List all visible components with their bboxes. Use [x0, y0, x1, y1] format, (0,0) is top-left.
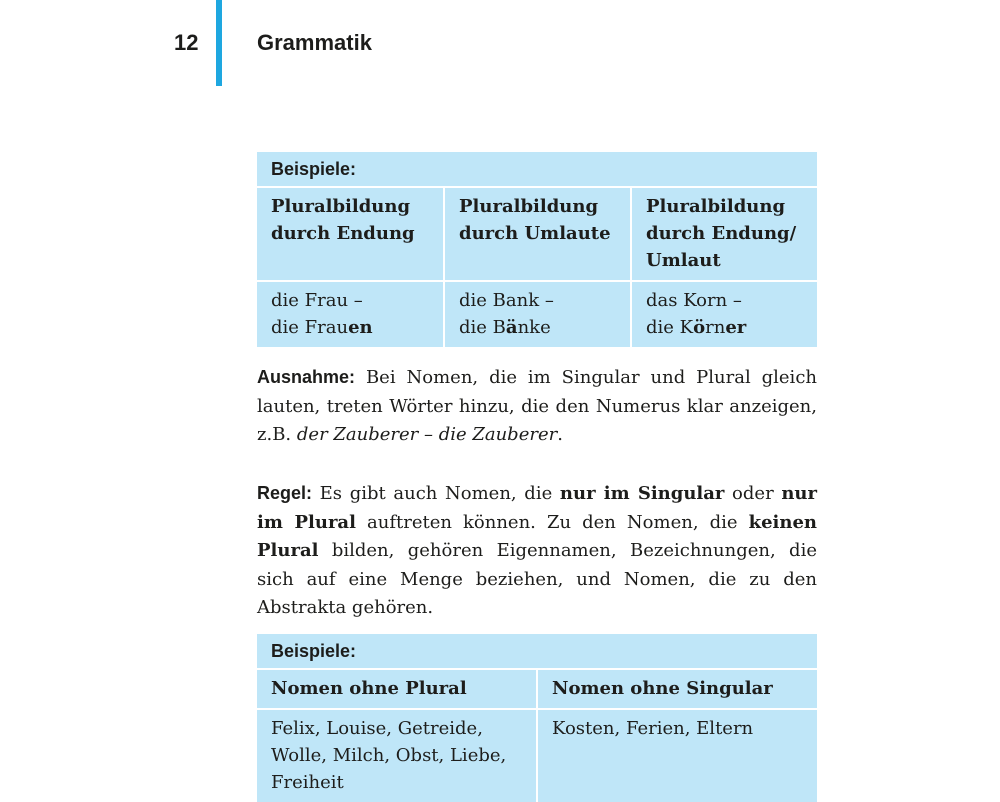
chapter-accent-bar	[216, 0, 222, 86]
singular-form: das Korn –	[646, 290, 742, 311]
table-row	[257, 281, 817, 347]
table-header-row	[257, 188, 817, 281]
plural-form: die Körner	[646, 317, 747, 338]
singular-form: die Bank –	[459, 290, 554, 311]
singular-plural-examples-box	[257, 633, 817, 802]
column-header: Nomen ohne Singular	[537, 670, 817, 709]
chapter-title: Grammatik	[257, 30, 372, 55]
column-header: Pluralbildung durch Endung/ Umlaut	[631, 188, 817, 281]
column-header: Pluralbildung durch Umlaute	[444, 188, 631, 281]
page-number: 12	[174, 30, 199, 55]
table-cell: Kosten, Ferien, Eltern	[552, 718, 754, 739]
ausnahme-example: der Zauberer – die Zauberer	[296, 424, 558, 445]
regel-label: Regel:	[257, 483, 313, 503]
table-cell	[631, 281, 817, 347]
ausnahme-label: Ausnahme:	[257, 367, 356, 387]
regel-paragraph: Regel: Es gibt auch Nomen, die nur im Singular oder nur im Plural auftreten können. Zu den Nomen, die keinen Plural bilden, gehören Eigennamen, Bezeichnungen, die sich auf eine Menge beziehen, und Nomen, die zu den Abstrakta gehören.	[257, 483, 817, 618]
table-cell: Felix, Louise, Getreide, Wolle, Milch, Obst, Liebe, Freiheit	[257, 709, 537, 802]
plural-examples-box	[257, 151, 817, 347]
singular-form: die Frau –	[271, 290, 363, 311]
column-header: Nomen ohne Plural	[257, 670, 537, 709]
plural-examples-header: Beispiele:	[257, 152, 817, 188]
plural-form: die Frauen	[271, 317, 373, 338]
table-cell	[444, 281, 631, 347]
table-header-row	[257, 670, 817, 709]
table-cell	[257, 281, 444, 347]
ausnahme-paragraph: Ausnahme: Bei Nomen, die im Singular und Plural gleich lauten, treten Wörter hinzu, die den Numerus klar anzeigen, z.B. der Zauberer – die Zauberer.	[257, 367, 817, 445]
plural-form: die Bänke	[459, 317, 551, 338]
singular-plural-table	[257, 670, 817, 802]
table-row	[257, 709, 817, 802]
plural-examples-table	[257, 188, 817, 347]
column-header: Pluralbildung durch Endung	[257, 188, 444, 281]
singular-plural-examples-header: Beispiele:	[257, 634, 817, 670]
